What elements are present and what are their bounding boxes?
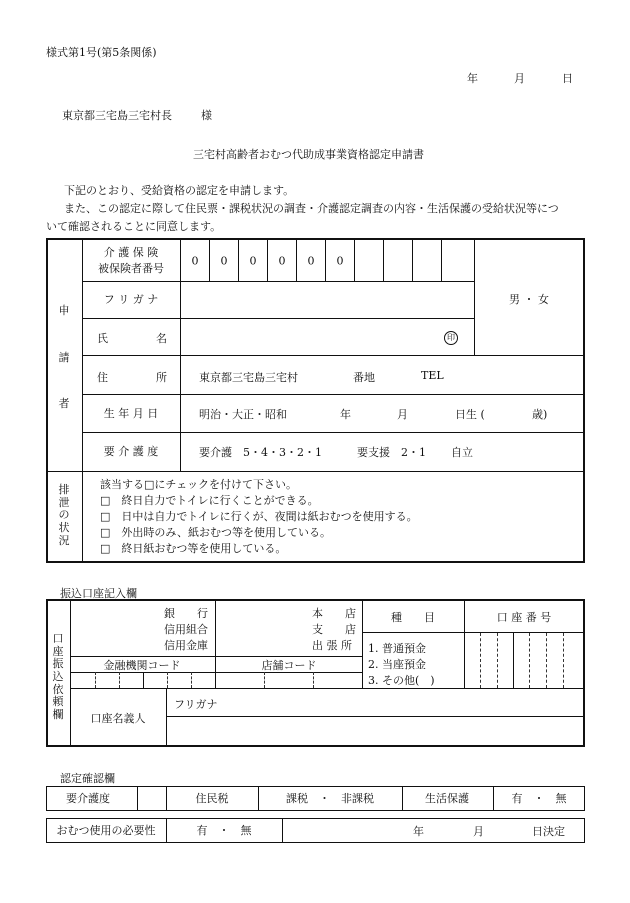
date-year: 年 — [467, 72, 478, 85]
birth-month: 月 — [397, 408, 408, 421]
intro-line-1: 下記のとおり、受給資格の認定を申請します。 — [64, 184, 295, 197]
addressee-honorific: 様 — [201, 109, 212, 122]
care-label: 要 介 護 度 — [103, 445, 159, 458]
welfare-cell: 生活保護 — [425, 792, 469, 805]
insured-digit[interactable]: 0 — [191, 254, 199, 268]
bank-side-label: 口座振込依頼欄 — [52, 632, 64, 721]
holder-furigana-label: フリガナ — [174, 698, 218, 711]
decision-day: 日決定 — [532, 825, 565, 838]
seal-icon: 印 — [444, 331, 458, 345]
institution-code-label: 金融機関コード — [103, 659, 181, 672]
form-number: 様式第1号(第5条関係) — [46, 46, 157, 59]
address-tel: TEL — [421, 369, 444, 382]
date-month: 月 — [514, 72, 525, 85]
taxed-cell[interactable]: 課税 ・ 非課税 — [286, 792, 374, 805]
applicant-side-2: 請 — [58, 351, 70, 364]
care-value[interactable]: 要介護 5・4・3・2・1 — [199, 446, 322, 459]
account-kind[interactable]: 1. 普通預金 — [368, 642, 426, 655]
excretion-instruction: 該当する□にチェックを付けて下さい。 — [100, 478, 298, 491]
support-value[interactable]: 要支援 2・1 — [357, 446, 426, 459]
birth-era[interactable]: 明治・大正・昭和 — [199, 408, 287, 421]
account-kind[interactable]: 3. その他( ) — [368, 674, 435, 687]
name-label-a: 氏 — [97, 332, 108, 345]
applicant-side-3: 者 — [58, 397, 70, 410]
insured-label-2: 被保険者番号 — [98, 262, 164, 275]
excretion-option[interactable]: □ 終日自力でトイレに行くことができる。 — [100, 494, 319, 507]
address-label-a: 住 — [97, 371, 108, 384]
birth-age: 歳) — [532, 408, 548, 421]
account-holder-label: 口座名義人 — [90, 712, 146, 725]
address-value[interactable]: 東京都三宅島三宅村 — [199, 371, 298, 384]
excretion-option[interactable]: □ 日中は自力でトイレに行くが、夜間は紙おむつを使用する。 — [100, 510, 418, 523]
intro-line-3: いて確認されることに同意します。 — [46, 220, 222, 233]
birth-day: 日生 ( — [455, 408, 485, 421]
addressee: 東京都三宅島三宅村長 — [62, 109, 172, 122]
insured-label-1: 介 護 保 険 — [103, 246, 159, 259]
independent-value[interactable]: 自立 — [451, 446, 473, 459]
furigana-label: フ リ ガ ナ — [103, 293, 159, 306]
address-label-b: 所 — [156, 371, 167, 384]
insured-digit[interactable]: 0 — [336, 254, 344, 268]
insured-digit[interactable]: 0 — [278, 254, 286, 268]
birth-year: 年 — [340, 408, 351, 421]
address-banchi: 番地 — [353, 371, 375, 384]
branch-code-label: 店舗コード — [261, 659, 317, 672]
bank-section-title: 振込口座記入欄 — [60, 587, 137, 600]
document-title: 三宅村高齢者おむつ代助成事業資格認定申請書 — [193, 148, 424, 161]
birth-label: 生 年 月 日 — [103, 407, 159, 420]
insured-digit[interactable]: 0 — [307, 254, 315, 268]
sex-choice[interactable]: 男 ・ 女 — [509, 293, 549, 306]
insured-digit[interactable]: 0 — [220, 254, 228, 268]
excretion-option[interactable]: □ 外出時のみ、紙おむつ等を使用している。 — [100, 526, 332, 539]
confirm-section-title: 認定確認欄 — [60, 772, 115, 785]
welfare-yes-no[interactable]: 有 ・ 無 — [511, 792, 567, 805]
bank-type[interactable]: 銀 行 — [164, 607, 208, 620]
excretion-side-label: 排泄の状況 — [58, 483, 70, 547]
account-kind[interactable]: 2. 当座預金 — [368, 658, 426, 671]
insured-digit[interactable]: 0 — [249, 254, 257, 268]
bank-type[interactable]: 信用組合 — [164, 623, 208, 636]
branch-type[interactable]: 本 店 — [312, 607, 356, 620]
branch-type[interactable]: 支 店 — [312, 623, 356, 636]
decision-year: 年 — [413, 825, 424, 838]
name-label-b: 名 — [156, 332, 167, 345]
date-day: 日 — [562, 72, 573, 85]
branch-type[interactable]: 出 張 所 — [312, 639, 352, 652]
intro-line-2: また、この認定に際して住民票・課税状況の調査・介護認定調査の内容・生活保護の受給状況等につ — [64, 202, 559, 215]
bank-type[interactable]: 信用金庫 — [164, 639, 208, 652]
resident-tax-cell: 住民税 — [195, 792, 229, 805]
care-level-cell: 要介護度 — [66, 792, 110, 805]
applicant-side-1: 申 — [58, 304, 70, 317]
excretion-option[interactable]: □ 終日紙おむつ等を使用している。 — [100, 542, 287, 555]
kind-label: 種 目 — [391, 611, 435, 624]
necessity-yes-no[interactable]: 有 ・ 無 — [196, 824, 252, 837]
account-number-label: 口 座 番 号 — [496, 611, 552, 624]
necessity-cell: おむつ使用の必要性 — [56, 824, 156, 837]
decision-month: 月 — [473, 825, 484, 838]
